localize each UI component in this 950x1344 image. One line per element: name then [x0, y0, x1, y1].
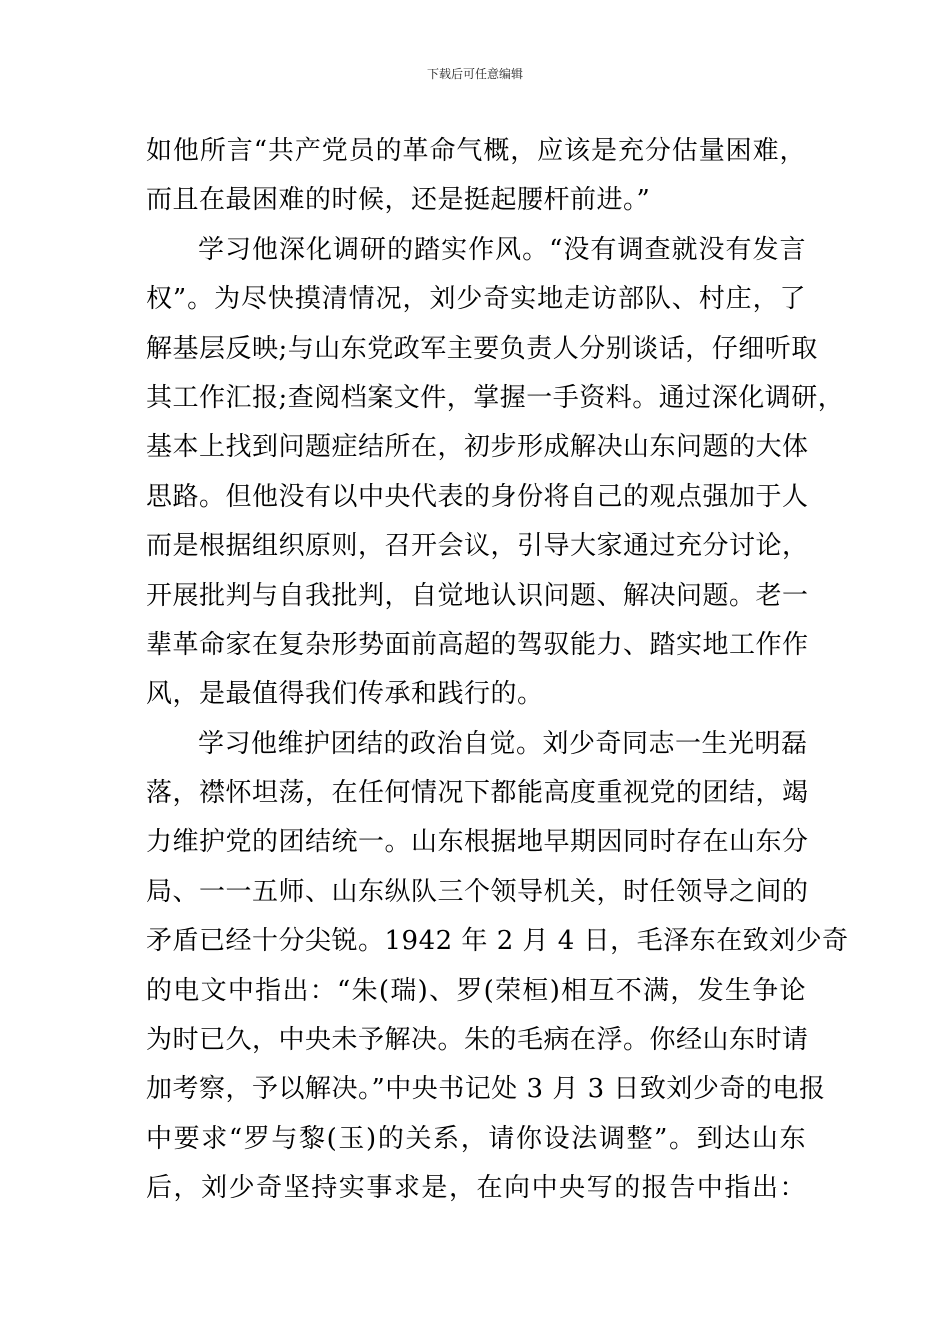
text-line: 落，襟怀坦荡，在任何情况下都能高度重视党的团结，竭 — [146, 778, 809, 809]
text-line: 基本上找到问题症结所在，初步形成解决山东问题的大体 — [146, 432, 809, 463]
text-line: 的电文中指出：“朱(瑞)、罗(荣桓)相互不满，发生争论 — [146, 975, 806, 1006]
text-line: 中要求“罗与黎(玉)的关系，请你设法调整”。到达山东 — [146, 1123, 806, 1154]
paragraph-start-line: 学习他维护团结的政治自觉。刘少奇同志一生光明磊 — [198, 728, 808, 759]
text-line: 力维护党的团结统一。山东根据地早期因同时存在山东分 — [146, 827, 809, 858]
text-line: 加考察，予以解决。”中央书记处 3 月 3 日致刘少奇的电报 — [146, 1074, 826, 1105]
text-line: 后，刘少奇坚持实事求是，在向中央写的报告中指出： — [146, 1173, 806, 1204]
text-line: 开展批判与自我批判，自觉地认识问题、解决问题。老一 — [146, 580, 809, 611]
text-line: 思路。但他没有以中央代表的身份将自己的观点强加于人 — [146, 481, 809, 512]
text-line: 解基层反映;与山东党政军主要负责人分别谈话，仔细听取 — [146, 333, 818, 364]
text-line: 风，是最值得我们传承和践行的。 — [146, 679, 544, 710]
text-line: 其工作汇报;查阅档案文件，掌握一手资料。通过深化调研， — [146, 382, 845, 413]
text-line: 局、一一五师、山东纵队三个领导机关，时任领导之间的 — [146, 876, 809, 907]
text-line: 权”。为尽快摸清情况，刘少奇实地走访部队、村庄，了 — [146, 284, 806, 315]
text-line: 而且在最困难的时候，还是挺起腰杆前进。” — [146, 185, 651, 216]
text-line: 辈革命家在复杂形势面前高超的驾驭能力、踏实地工作作 — [146, 629, 809, 660]
text-line: 而是根据组织原则，召开会议，引导大家通过充分讨论， — [146, 531, 809, 562]
text-line: 矛盾已经十分尖锐。1942 年 2 月 4 日，毛泽东在致刘少奇 — [146, 926, 849, 957]
body-text — [146, 127, 849, 1214]
text-line: 为时已久，中央未予解决。朱的毛病在浮。你经山东时请 — [146, 1025, 809, 1056]
paragraph-start-line: 学习他深化调研的踏实作风。“没有调查就没有发言 — [198, 234, 806, 265]
page-header-note: 下载后可任意编辑 — [426, 67, 523, 81]
text-line: 如他所言“共产党员的革命气概，应该是充分估量困难， — [146, 136, 806, 166]
